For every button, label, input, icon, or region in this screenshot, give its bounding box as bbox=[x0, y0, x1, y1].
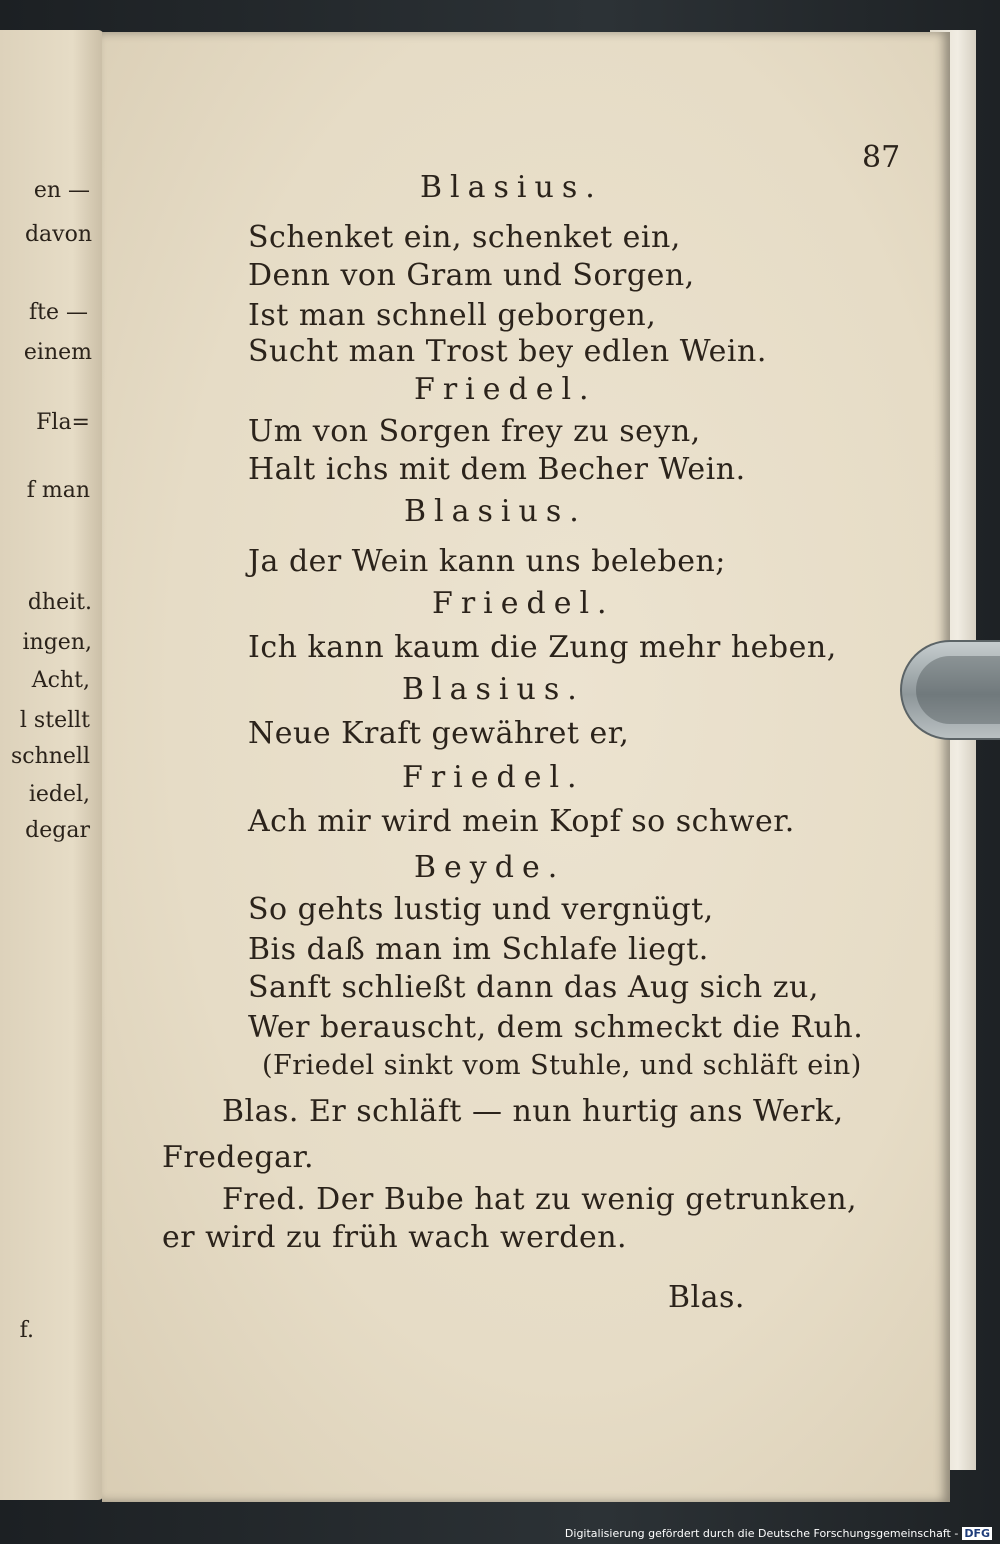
left-page-fragment: l stellt bbox=[19, 708, 90, 733]
left-page-fragment: iedel, bbox=[28, 782, 90, 807]
left-page-fragment: Acht, bbox=[31, 668, 90, 693]
left-page-fragment: fte — bbox=[29, 300, 88, 325]
left-page-fragment: en — bbox=[33, 178, 90, 203]
right-page bbox=[102, 32, 950, 1502]
stage-direction: (Friedel sinkt vom Stuhle, und schläft ein) bbox=[262, 1050, 862, 1081]
left-page-fragment: einem bbox=[23, 340, 92, 365]
verse-line: Ach mir wird mein Kopf so schwer. bbox=[248, 804, 795, 839]
verse-line: Schenket ein, schenket ein, bbox=[248, 220, 681, 255]
verse-line: So gehts lustig und vergnügt, bbox=[248, 892, 714, 927]
verse-line: Denn von Gram und Sorgen, bbox=[248, 258, 695, 293]
verse-line: Halt ichs mit dem Becher Wein. bbox=[248, 452, 746, 487]
verse-line: Um von Sorgen frey zu seyn, bbox=[248, 414, 701, 449]
speaker-heading: Beyde. bbox=[414, 850, 566, 885]
dfg-logo: DFG bbox=[964, 1527, 990, 1540]
left-page-fragment: f. bbox=[19, 1318, 34, 1343]
verse-line: Ja der Wein kann uns beleben; bbox=[248, 544, 726, 579]
left-page bbox=[0, 30, 104, 1500]
speaker-heading: Friedel. bbox=[414, 372, 597, 407]
left-page-fragment: dheit. bbox=[27, 590, 92, 615]
prose-line: Fred. Der Bube hat zu wenig getrunken, bbox=[222, 1182, 858, 1217]
left-page-fragment: Fla= bbox=[36, 410, 90, 435]
speaker-heading: Blasius. bbox=[402, 672, 585, 707]
speaker-heading: Friedel. bbox=[402, 760, 585, 795]
credit-text: Digitalisierung gefördert durch die Deutsche Forschungsgemeinschaft - bbox=[564, 1527, 959, 1540]
page-clip-shadow bbox=[916, 656, 1000, 724]
left-page-fragment: davon bbox=[24, 222, 92, 247]
speaker-heading: Blasius. bbox=[404, 494, 587, 529]
page-number: 87 bbox=[862, 140, 901, 175]
left-page-fragment: ingen, bbox=[22, 630, 92, 655]
left-page-fragment: degar bbox=[25, 818, 90, 843]
digitization-credit bbox=[565, 1527, 992, 1540]
catchword: Blas. bbox=[668, 1280, 745, 1315]
speaker-heading: Friedel. bbox=[432, 586, 615, 621]
verse-line: Bis daß man im Schlafe liegt. bbox=[248, 932, 709, 967]
prose-line: er wird zu früh wach werden. bbox=[162, 1220, 628, 1255]
page-clip bbox=[900, 640, 1000, 740]
verse-line: Wer berauscht, dem schmeckt die Ruh. bbox=[248, 1010, 864, 1045]
verse-line: Sanft schließt dann das Aug sich zu, bbox=[248, 970, 819, 1005]
prose-line: Fredegar. bbox=[162, 1140, 315, 1175]
left-page-fragment: schnell bbox=[10, 744, 90, 769]
speaker-heading: Blasius. bbox=[420, 170, 603, 205]
verse-line: Sucht man Trost bey edlen Wein. bbox=[248, 334, 767, 369]
verse-line: Ich kann kaum die Zung mehr heben, bbox=[248, 630, 837, 665]
left-page-fragment: f man bbox=[26, 478, 90, 503]
verse-line: Neue Kraft gewähret er, bbox=[248, 716, 630, 751]
prose-line: Blas. Er schläft — nun hurtig ans Werk, bbox=[222, 1094, 844, 1129]
verse-line: Ist man schnell geborgen, bbox=[248, 298, 657, 333]
